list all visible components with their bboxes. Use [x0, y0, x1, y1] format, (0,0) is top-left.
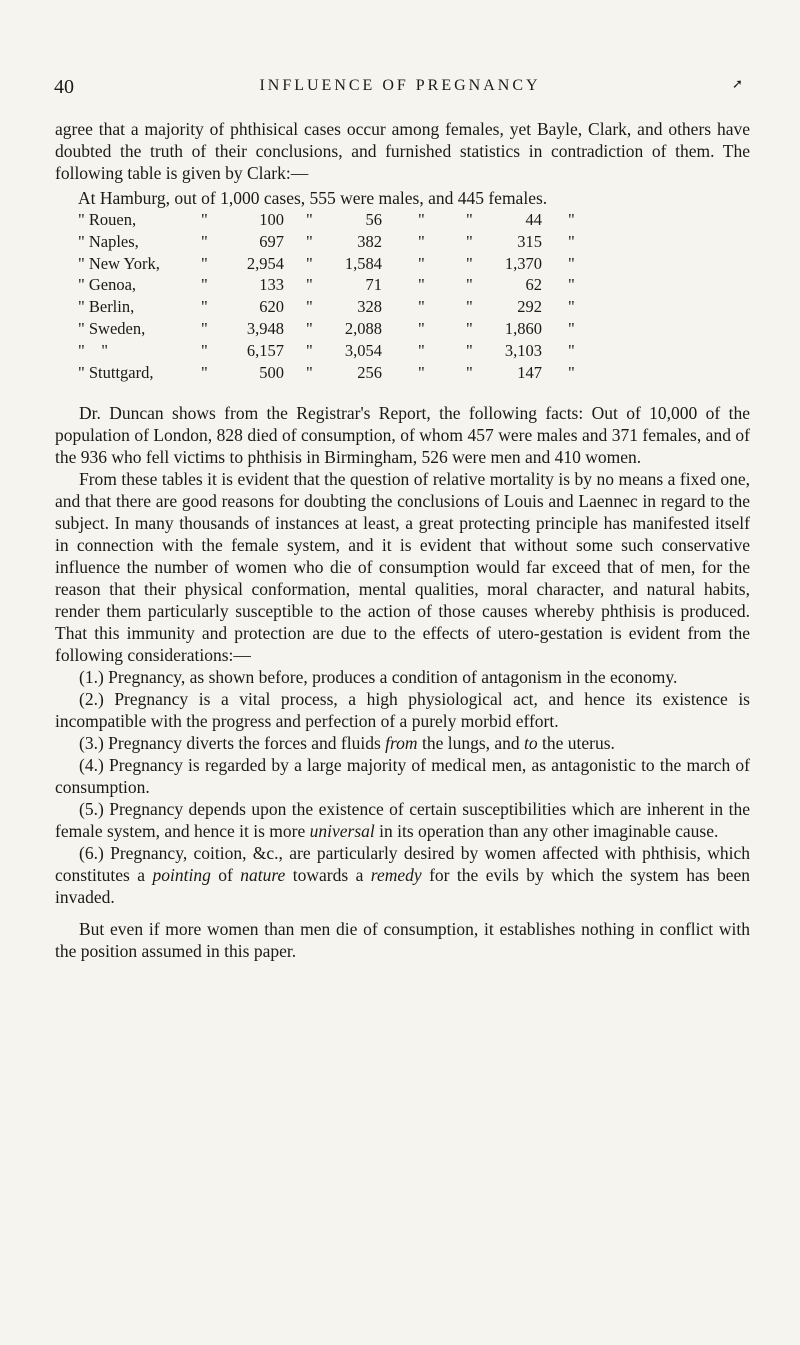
- ditto-mark: ": [306, 253, 313, 273]
- ditto-mark: ": [418, 362, 425, 382]
- ditto-mark: ": [466, 297, 473, 317]
- italic-run: from: [385, 733, 418, 753]
- total-cell: 2,954: [246, 253, 284, 273]
- total-cell: 500: [259, 362, 284, 382]
- males-cell: 382: [357, 231, 382, 251]
- ditto-mark: ": [201, 318, 208, 338]
- consideration-2: (2.) Pregnancy is a vital process, a high physiological act, and hence its existence is incompatible with the progress and perfection of a purely morbid effort.: [55, 689, 750, 731]
- statistics-table: [78, 188, 758, 384]
- ditto-mark: ": [201, 210, 208, 229]
- italic-run: remedy: [370, 865, 422, 885]
- total-cell: 133: [259, 275, 284, 295]
- males-cell: 1,584: [344, 253, 382, 273]
- page-number: 40: [54, 76, 74, 98]
- ditto-mark: ": [306, 231, 313, 251]
- ditto-mark: ": [306, 340, 313, 360]
- ditto-mark: ": [418, 318, 425, 338]
- females-cell: 3,103: [504, 340, 542, 360]
- ditto-mark: ": [466, 253, 473, 273]
- ditto-mark: ": [568, 231, 575, 251]
- males-cell: 2,088: [344, 318, 382, 338]
- females-cell: 62: [525, 275, 542, 295]
- total-cell: 6,157: [246, 340, 284, 360]
- text-run: (3.) Pregnancy diverts the forces and fluids: [79, 733, 386, 753]
- males-cell: 71: [365, 275, 382, 295]
- ditto-mark: ": [568, 318, 575, 338]
- consideration-5: [55, 798, 750, 842]
- total-cell: 620: [259, 297, 284, 317]
- consideration-4: (4.) Pregnancy is regarded by a large majority of medical men, as antagonistic to the march of consumption.: [55, 755, 750, 797]
- table-row: [78, 232, 758, 254]
- table-row: [78, 319, 758, 341]
- text-run: (6.) Pregnancy, coition, &c., are particularly desired by women affected with phthisis, which constitutes a: [55, 843, 750, 885]
- city-cell: " Rouen,: [78, 210, 137, 229]
- ditto-mark: ": [466, 318, 473, 338]
- table-row: [78, 210, 758, 232]
- consideration-3: [55, 732, 750, 754]
- city-cell: " Naples,: [78, 231, 139, 251]
- running-head: INFLUENCE OF PREGNANCY: [259, 77, 541, 94]
- table-row: [78, 297, 758, 319]
- city-cell: " Genoa,: [78, 275, 137, 295]
- italic-run: to: [524, 733, 538, 753]
- text-run: for the evils by which the system has been invaded.: [55, 865, 750, 907]
- ditto-mark: ": [201, 275, 208, 295]
- paragraph-tables: From these tables it is evident that the question of relative mortality is by no means a fixed one, and that there are good reasons for doubting the conclusions of Louis and Laennec in regard to the subject. In many thousands of instances at least, a great protecting principle has manifested itself in connection with the female system, and it is evident that without some such conservative influence the number of women who die of consumption would far exceed that of men, for the reason that their physical conformation, mental qualities, moral character, and natural habits, render them particularly susceptible to the action of those causes whereby phthisis is produced. That this immunity and protection are due to the effects of utero-gestation is evident from the following considerations:—: [55, 469, 750, 665]
- ditto-mark: ": [306, 210, 313, 229]
- ditto-mark: ": [418, 297, 425, 317]
- females-cell: 1,860: [504, 318, 542, 338]
- consideration-1: (1.) Pregnancy, as shown before, produces a condition of antagonism in the economy.: [79, 667, 678, 687]
- intro-text: agree that a majority of phthisical cases occur among females, yet Bayle, Clark, and others have doubted the truth of their conclusions, and furnished statistics in contradiction of them. The following table is given by Clark:—: [55, 119, 750, 183]
- ditto-mark: ": [466, 275, 473, 295]
- males-cell: 56: [365, 210, 382, 229]
- city-cell: " New York,: [78, 253, 160, 273]
- ditto-mark: ": [201, 297, 208, 317]
- paragraph-duncan: Dr. Duncan shows from the Registrar's Report, the following facts: Out of 10,000 of the population of London, 828 died of consumption, of whom 457 were males and 371 females, and of the 936 who fell victims to phthisis in Birmingham, 526 were men and 410 women.: [55, 403, 750, 467]
- ditto-mark: ": [201, 253, 208, 273]
- text-run: (5.) Pregnancy depends upon the existence of certain susceptibilities which are inherent in the female system, and hence it is more: [55, 799, 750, 841]
- italic-run: nature: [240, 865, 286, 885]
- ditto-mark: ": [568, 340, 575, 360]
- closing-paragraph: But even if more women than men die of consumption, it establishes nothing in conflict with the position assumed in this paper.: [55, 919, 750, 961]
- ditto-mark: ": [466, 362, 473, 382]
- males-cell: 3,054: [344, 340, 382, 360]
- city-cell: " Berlin,: [78, 297, 135, 317]
- females-cell: 292: [517, 297, 542, 317]
- text-run: towards a: [285, 865, 371, 885]
- italic-run: pointing: [152, 865, 211, 885]
- city-cell: " Stuttgard,: [78, 362, 154, 382]
- ditto-mark: ": [568, 275, 575, 295]
- ditto-mark: ": [466, 340, 473, 360]
- ditto-mark: ": [201, 362, 208, 382]
- city-cell: " ": [78, 340, 108, 360]
- text-run: the uterus.: [537, 733, 615, 753]
- ditto-mark: ": [568, 297, 575, 317]
- table-first-line: At Hamburg, out of 1,000 cases, 555 were males, and 445 females.: [78, 188, 548, 208]
- ditto-mark: ": [466, 210, 473, 229]
- ditto-mark: ": [418, 340, 425, 360]
- ditto-mark: ": [568, 253, 575, 273]
- total-cell: 100: [259, 210, 284, 229]
- text-run: of: [210, 865, 241, 885]
- city-cell: " Sweden,: [78, 318, 146, 338]
- males-cell: 328: [357, 297, 382, 317]
- page-header: [0, 76, 800, 100]
- ditto-mark: ": [568, 362, 575, 382]
- table-row: [78, 341, 758, 363]
- table-row: [78, 275, 758, 297]
- females-cell: 147: [517, 362, 542, 382]
- males-cell: 256: [357, 362, 382, 382]
- females-cell: 315: [517, 231, 542, 251]
- ditto-mark: ": [306, 275, 313, 295]
- ditto-mark: ": [306, 362, 313, 382]
- total-cell: 3,948: [246, 318, 284, 338]
- body-text: [55, 402, 750, 962]
- total-cell: 697: [259, 231, 284, 251]
- ditto-mark: ": [418, 275, 425, 295]
- text-run: the lungs, and: [417, 733, 525, 753]
- females-cell: 1,370: [504, 253, 542, 273]
- table-row: [78, 254, 758, 276]
- ditto-mark: ": [306, 297, 313, 317]
- table-row: [78, 363, 758, 385]
- ditto-mark: ": [201, 231, 208, 251]
- ditto-mark: ": [306, 318, 313, 338]
- ditto-mark: ": [568, 210, 575, 229]
- pointer-mark-icon: ➚: [732, 76, 743, 91]
- ditto-mark: ": [418, 231, 425, 251]
- ditto-mark: ": [418, 210, 425, 229]
- ditto-mark: ": [466, 231, 473, 251]
- ditto-mark: ": [201, 340, 208, 360]
- text-run: in its operation than any other imaginable cause.: [374, 821, 719, 841]
- intro-paragraph: [55, 118, 750, 184]
- italic-run: universal: [309, 821, 375, 841]
- ditto-mark: ": [418, 253, 425, 273]
- consideration-6: [55, 842, 750, 908]
- females-cell: 44: [525, 210, 542, 229]
